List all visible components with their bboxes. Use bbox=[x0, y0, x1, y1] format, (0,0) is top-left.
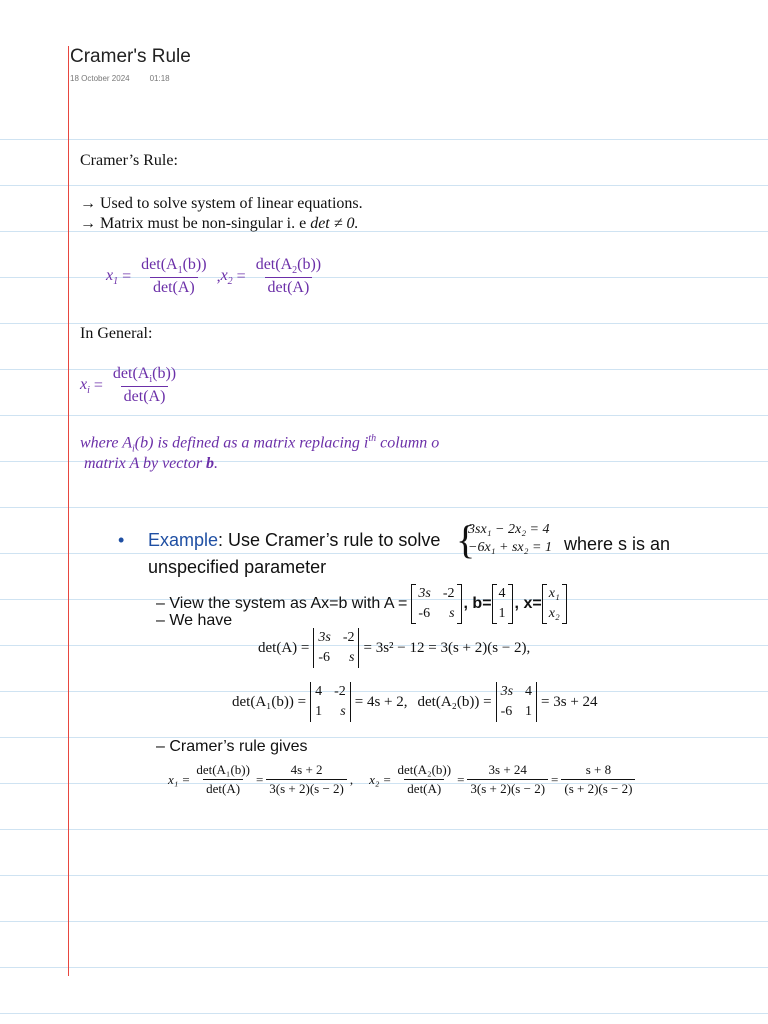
example-where: where s is an bbox=[564, 534, 671, 554]
example-line-1: Example: Use Cramer’s rule to solve bbox=[148, 530, 441, 550]
det-a1-a2-equation: det(A₁(b)) = 4 -2 1 s = 4s + 2, det(A₂(b)) = 3s 4 -6 1 = 3s + 24 bbox=[232, 682, 598, 722]
notes-point-2-math: det ≠ 0. bbox=[310, 215, 359, 232]
x1-var: $x_1$ bbox=[106, 266, 119, 287]
example-dash-1: – View the system as Ax=b with A = 3s -2 -6 s , b= 4 1 , x= x₁ x₂ bbox=[156, 584, 567, 624]
general-heading: In General: bbox=[80, 325, 153, 342]
notes-heading: Cramer’s Rule: bbox=[80, 152, 178, 169]
page-timestamp bbox=[70, 74, 170, 83]
page-time: 01:18 bbox=[149, 74, 170, 83]
vector-b: 4 1 bbox=[492, 584, 513, 624]
notes-point-2 bbox=[80, 215, 359, 233]
det-a-equation: det(A) = 3s -2 -6 s = 3s² − 12 = 3(s + 2)(s − 2), bbox=[258, 628, 530, 668]
x2-fraction: $\frac{\det(A_2(b))}{\det(A)}$ bbox=[255, 256, 322, 297]
x1-fraction: $\frac{\det(A_1(b))}{\det(A)}$ bbox=[141, 256, 207, 297]
page-date: 18 October 2024 bbox=[70, 74, 130, 83]
example-dash-3: – Cramer’s rule gives bbox=[156, 738, 308, 755]
matrix-a: 3s -2 -6 s bbox=[411, 584, 461, 624]
page-title[interactable]: Cramer's Rule bbox=[70, 46, 191, 67]
x2-var: $x_2$ bbox=[220, 266, 233, 287]
vector-x: x₁ x₂ bbox=[542, 584, 567, 624]
example-dash-2: – We have bbox=[156, 612, 233, 629]
example-bullet: • bbox=[118, 530, 125, 550]
page-header-area bbox=[0, 0, 768, 138]
cramer-formula-2x2: $x_1$ = $\frac{\det(A_1(b))}{\det(A)}$ , $x_2$ = $\frac{\det(A_2(b))}{\det(A)}$ bbox=[106, 256, 327, 297]
margin-line bbox=[68, 46, 69, 976]
notes-point-2-text: → Matrix must be non-singular i. e bbox=[80, 215, 307, 232]
example-line-2: unspecified parameter bbox=[148, 557, 327, 577]
definition-line-1: where $A_i(b)$ is defined as a matrix replacing $i^{th}$ column o bbox=[80, 433, 440, 455]
cramer-solution: x₁ = $\frac{\text{det(A₁(b))}}{\det(A)}$ = $\frac{4s + 2}{3(s + 2)(s - 2)}$ , x₂ = $\frac{\text{det(A₂(b))}}{\det(A)}$ = $\frac{3s + 24}{3(s + 2)(s - 2)}$ = $\frac{s + 8}{(s + 2)(s - 2)}$ bbox=[168, 762, 638, 797]
notes-point-1: → Used to solve system of linear equations. bbox=[80, 195, 363, 212]
definition-line-2: matrix A by vector b. bbox=[84, 455, 219, 472]
cramer-general-formula: $x_i$ = $\frac{\det(A_i(b))}{\det(A)}$ bbox=[80, 365, 177, 406]
example-slide: • Example: Use Cramer’s rule to solve { 3sx₁ − 2x₂ = 4 −6x₁ + sx₂ = 1 where s is an unspecified parameter – View the system as Ax=b with A = 3s -2 -6 s , b= 4 1 , x= x₁ x₂ – We have det(A) = 3s -2 -6 s = 3s² − 12 = 3(s + 2)(s − 2), det(A₁(b)) = 4 -2 1 s = 4s + 2, det(A₂(b)) = 3s 4 -6 1 = 3s + 24 – Cramer’s rule gives x₁ = $\frac{\text{det(A₁(b))}}{\det(A)}$ = $\frac{4s + 2}{3(s + 2)(s - 2)}$ , x₂ = $\frac{\text{det(A₂(b))}}{\det(A)}$ = $\frac{3s + 24}{3(s + 2)(s - 2)}$ = $\frac{s + 8}{(s + 2)(s - 2)}$ bbox=[118, 517, 671, 796]
